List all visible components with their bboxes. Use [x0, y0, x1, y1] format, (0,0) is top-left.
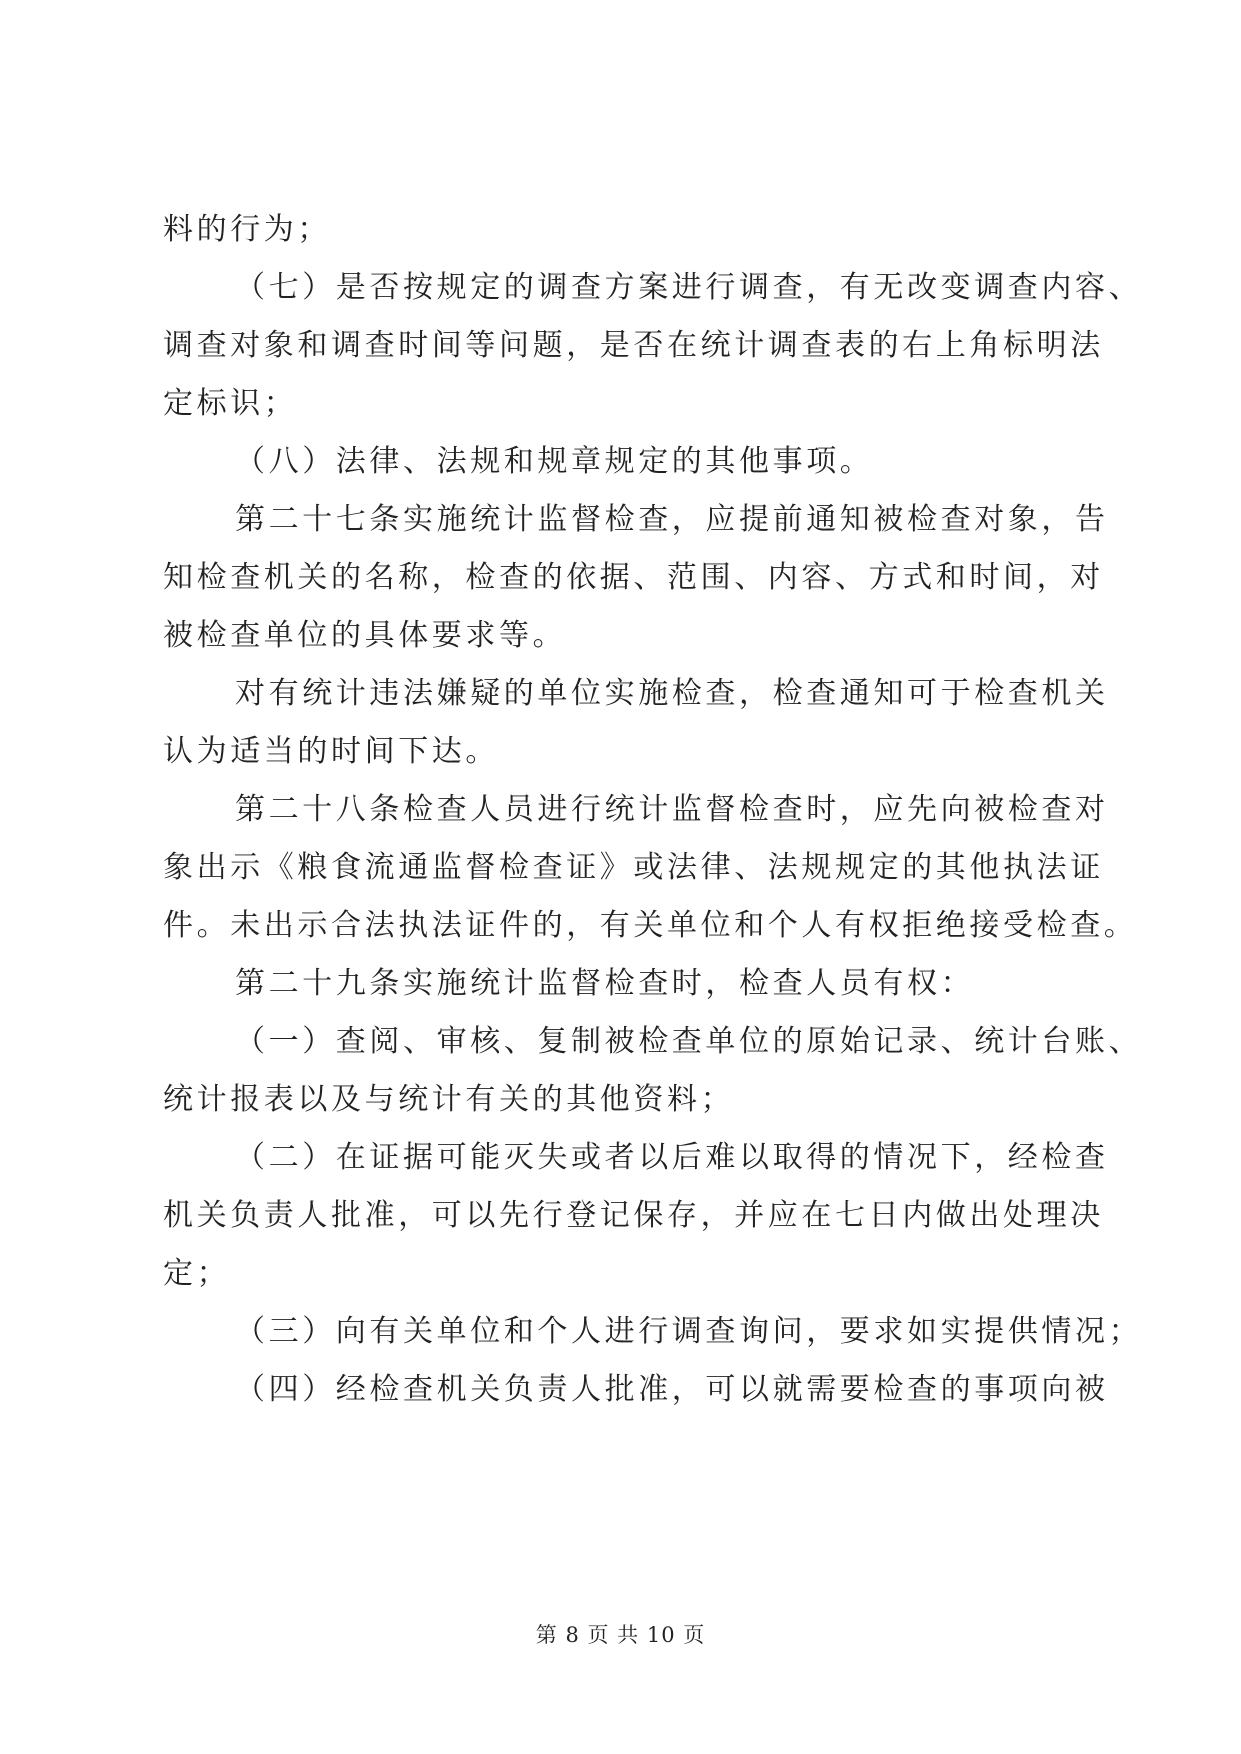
- text-line: 象出示《粮食流通监督检查证》或法律、法规规定的其他执法证: [163, 850, 1104, 885]
- text-line: 认为适当的时间下达。: [163, 734, 499, 769]
- text-line: 第二十七条实施统计监督检查，应提前通知被检查对象，告: [235, 502, 1109, 537]
- text-line: 被检查单位的具体要求等。: [163, 618, 567, 653]
- text-line: 统计报表以及与统计有关的其他资料；: [163, 1082, 735, 1117]
- page-number-footer: 第 8 页 共 10 页: [535, 1623, 706, 1647]
- text-line: 定；: [163, 1256, 231, 1291]
- text-line: （四）经检查机关负责人批准，可以就需要检查的事项向被: [235, 1372, 1109, 1407]
- text-line: 件。未出示合法执法证件的，有关单位和个人有权拒绝接受检查。: [163, 908, 1138, 943]
- text-line: 定标识；: [163, 386, 298, 421]
- text-line: （三）向有关单位和个人进行调查询问，要求如实提供情况；: [235, 1314, 1143, 1349]
- text-line: 料的行为；: [163, 212, 331, 247]
- text-line: 知检查机关的名称，检查的依据、范围、内容、方式和时间，对: [163, 560, 1104, 595]
- text-line: 对有统计违法嫌疑的单位实施检查，检查通知可于检查机关: [235, 676, 1109, 711]
- text-line: 调查对象和调查时间等问题，是否在统计调查表的右上角标明法: [163, 328, 1104, 363]
- text-line: （八）法律、法规和规章规定的其他事项。: [235, 444, 874, 479]
- text-line: 第二十八条检查人员进行统计监督检查时，应先向被检查对: [235, 792, 1109, 827]
- text-line: 第二十九条实施统计监督检查时，检查人员有权：: [235, 966, 975, 1001]
- text-line: （七）是否按规定的调查方案进行调查，有无改变调查内容、: [235, 270, 1143, 305]
- text-line: （一）查阅、审核、复制被检查单位的原始记录、统计台账、: [235, 1024, 1143, 1059]
- text-line: 机关负责人批准，可以先行登记保存，并应在七日内做出处理决: [163, 1198, 1104, 1233]
- text-line: （二）在证据可能灭失或者以后难以取得的情况下，经检查: [235, 1140, 1109, 1175]
